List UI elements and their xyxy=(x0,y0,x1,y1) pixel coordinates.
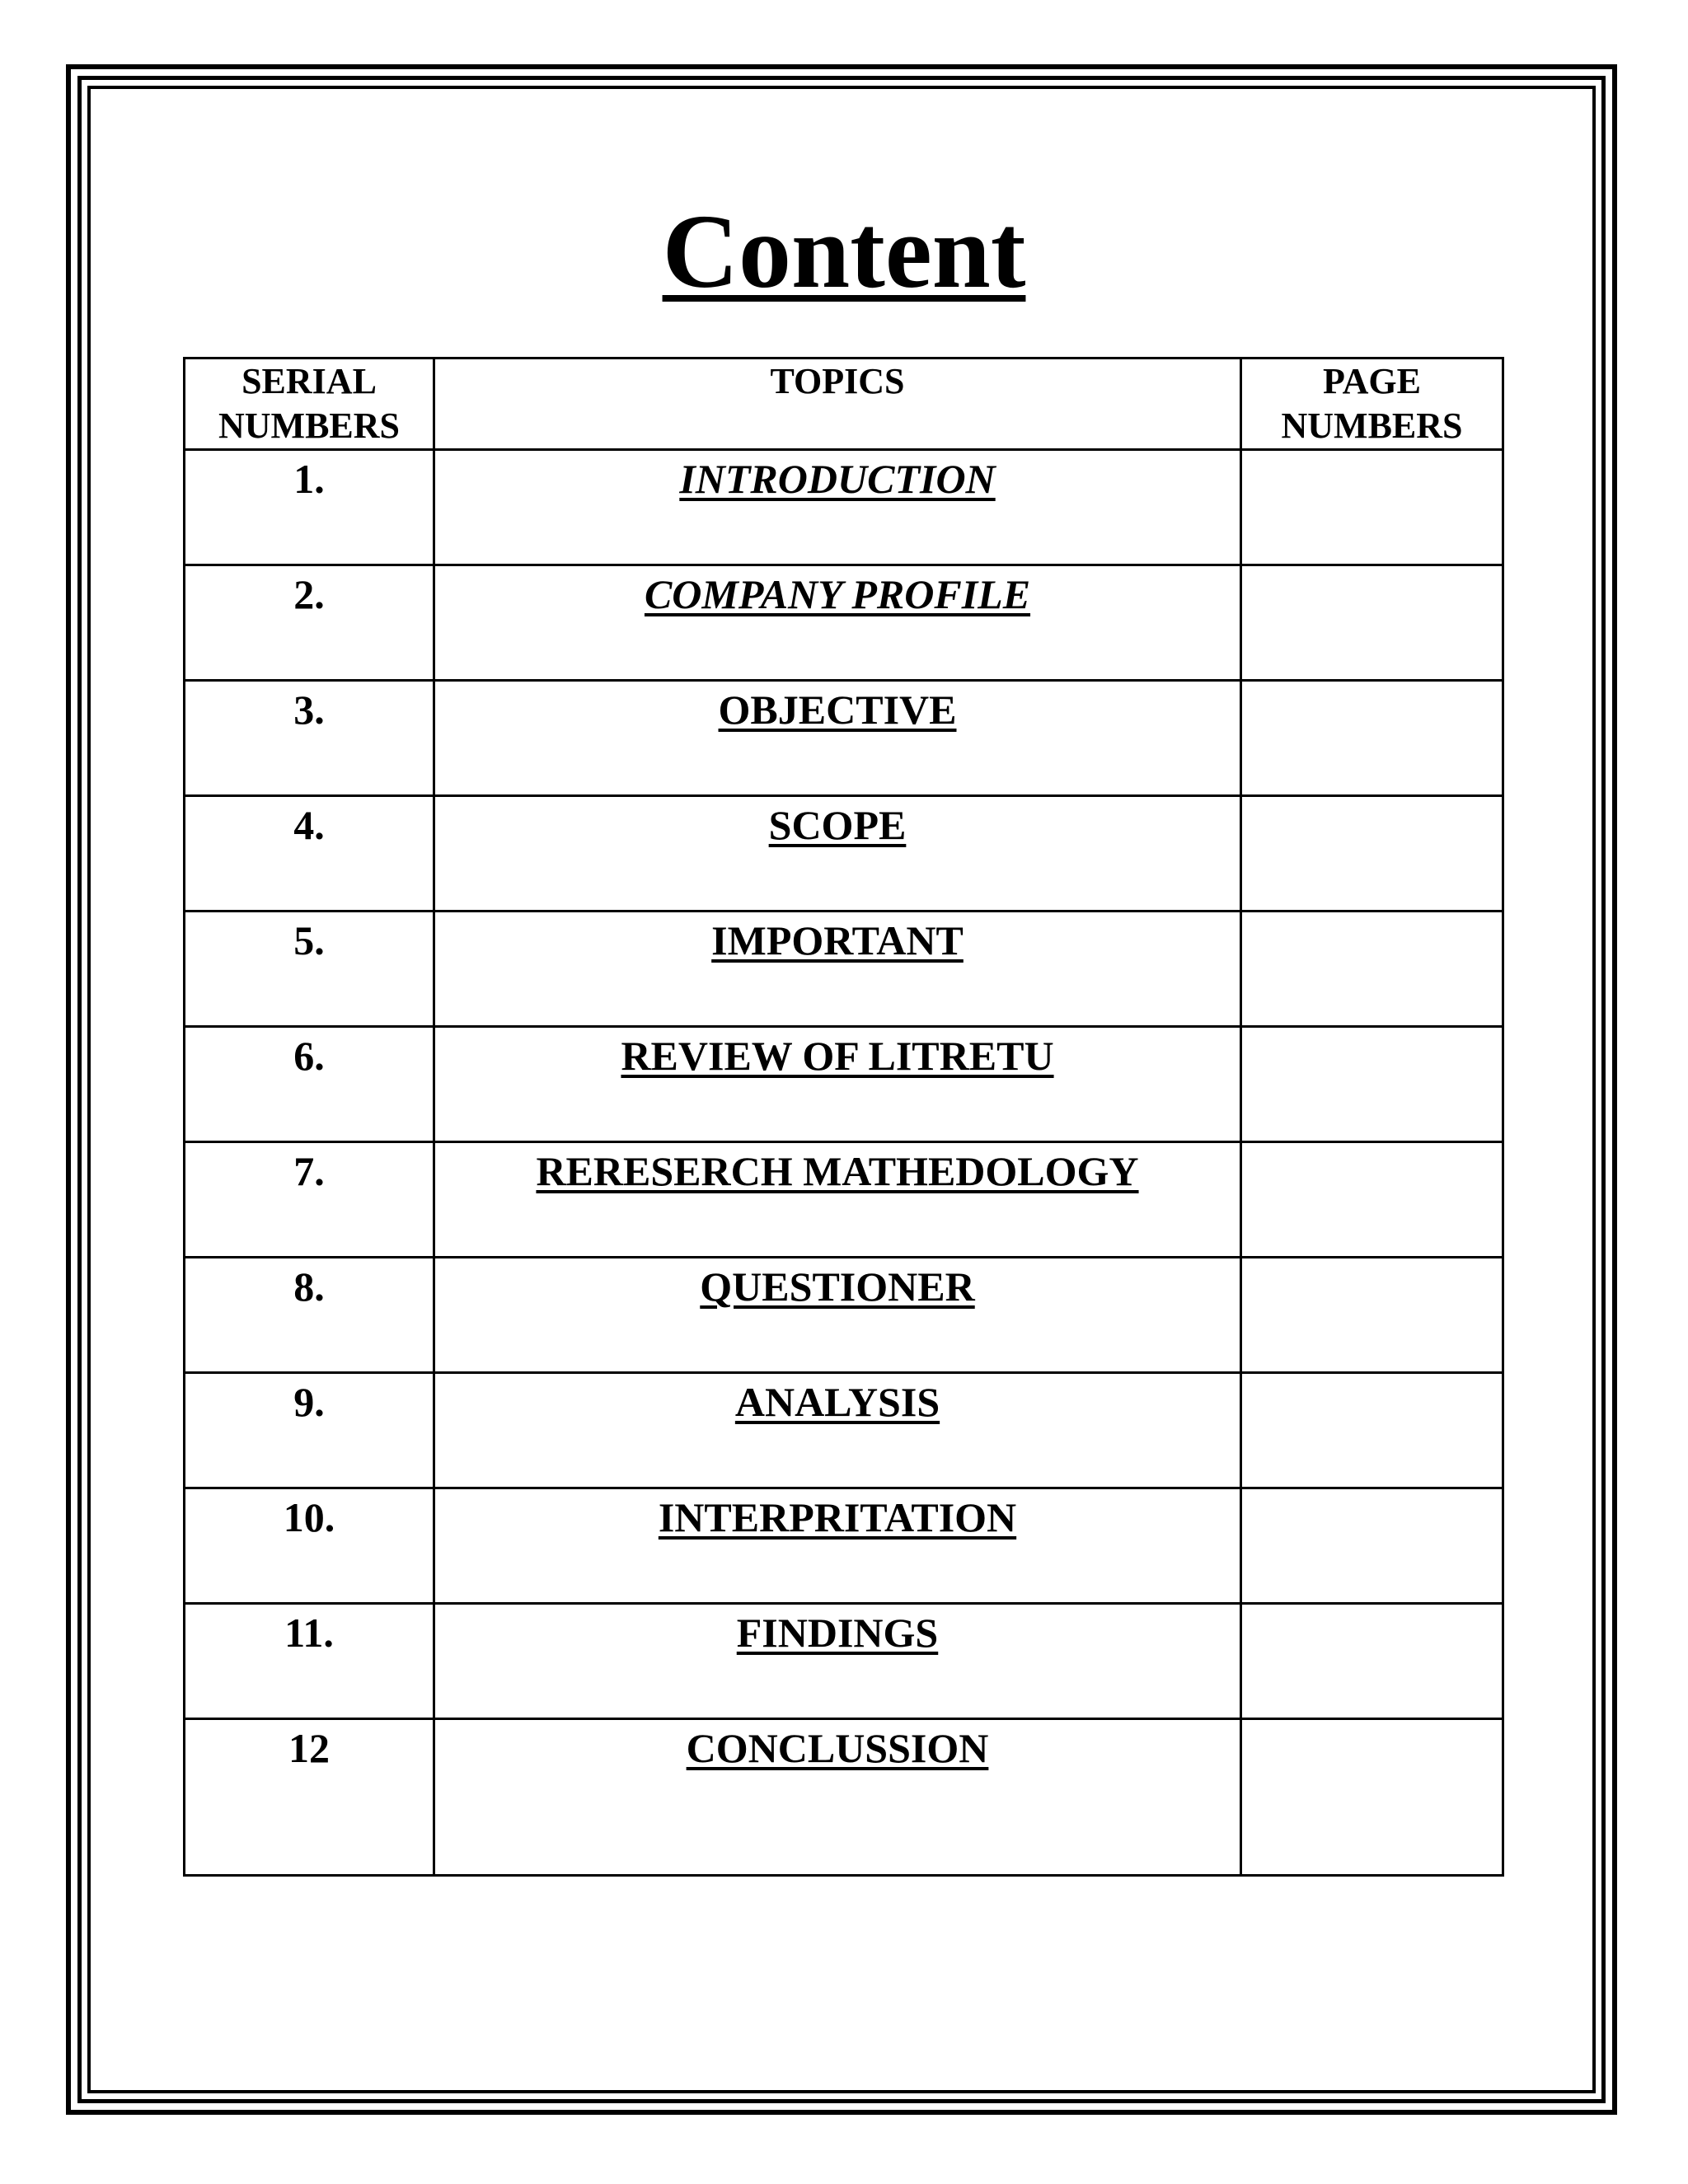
serial-cell: 6. xyxy=(185,1027,434,1142)
topic-cell xyxy=(434,1373,1241,1488)
topic-cell xyxy=(434,1142,1241,1258)
page-cell xyxy=(1241,1142,1503,1258)
serial-cell: 11. xyxy=(185,1604,434,1719)
serial-cell: 9. xyxy=(185,1373,434,1488)
table-row xyxy=(185,1604,1503,1719)
topic-cell xyxy=(434,796,1241,912)
page-cell xyxy=(1241,1488,1503,1604)
topic-cell xyxy=(434,565,1241,681)
table-row xyxy=(185,681,1503,796)
topic-cell xyxy=(434,912,1241,1027)
page-cell xyxy=(1241,1719,1503,1876)
topic-label: FINDINGS xyxy=(736,1610,939,1656)
table-row xyxy=(185,912,1503,1027)
page-cell xyxy=(1241,1373,1503,1488)
page-cell xyxy=(1241,565,1503,681)
page-cell xyxy=(1241,1027,1503,1142)
page-cell xyxy=(1241,912,1503,1027)
table-row xyxy=(185,1142,1503,1258)
table-header-row xyxy=(185,359,1503,450)
serial-cell: 2. xyxy=(185,565,434,681)
topic-cell xyxy=(434,450,1241,565)
serial-cell: 5. xyxy=(185,912,434,1027)
topic-label: COMPANY PROFILE xyxy=(644,571,1031,617)
serial-cell: 12 xyxy=(185,1719,434,1876)
header-page-numbers: PAGE NUMBERS xyxy=(1241,359,1503,450)
contents-table xyxy=(183,357,1504,1877)
topic-cell xyxy=(434,681,1241,796)
serial-cell: 10. xyxy=(185,1488,434,1604)
table-row xyxy=(185,1258,1503,1373)
serial-cell: 1. xyxy=(185,450,434,565)
topic-label: INTRODUCTION xyxy=(679,456,996,502)
topic-label: IMPORTANT xyxy=(711,917,964,963)
topic-label: INTERPRITATION xyxy=(658,1494,1017,1540)
header-serial-numbers: SERIAL NUMBERS xyxy=(185,359,434,450)
serial-cell: 7. xyxy=(185,1142,434,1258)
table-row xyxy=(185,450,1503,565)
page-cell xyxy=(1241,796,1503,912)
topic-label: REVIEW OF LITRETU xyxy=(621,1033,1054,1079)
serial-cell: 3. xyxy=(185,681,434,796)
topic-label: SCOPE xyxy=(768,802,907,848)
table-row xyxy=(185,1719,1503,1876)
page-cell xyxy=(1241,1604,1503,1719)
topic-cell xyxy=(434,1027,1241,1142)
table-row xyxy=(185,1373,1503,1488)
page-title xyxy=(0,190,1688,313)
topic-label: ANALYSIS xyxy=(734,1379,940,1425)
topic-label: CONCLUSSION xyxy=(686,1725,989,1771)
page-cell xyxy=(1241,681,1503,796)
table-row xyxy=(185,796,1503,912)
table-row xyxy=(185,1027,1503,1142)
header-topics: TOPICS xyxy=(434,359,1241,450)
page-cell xyxy=(1241,450,1503,565)
topic-cell xyxy=(434,1604,1241,1719)
serial-cell: 4. xyxy=(185,796,434,912)
topic-label: RERESERCH MATHEDOLOGY xyxy=(536,1148,1139,1194)
page-cell xyxy=(1241,1258,1503,1373)
table-row xyxy=(185,565,1503,681)
topic-label: QUESTIONER xyxy=(700,1263,975,1310)
topic-cell xyxy=(434,1258,1241,1373)
topic-cell xyxy=(434,1488,1241,1604)
page-title-text: Content xyxy=(662,193,1026,310)
topic-label: OBJECTIVE xyxy=(718,687,957,733)
topic-cell xyxy=(434,1719,1241,1876)
serial-cell: 8. xyxy=(185,1258,434,1373)
table-row xyxy=(185,1488,1503,1604)
